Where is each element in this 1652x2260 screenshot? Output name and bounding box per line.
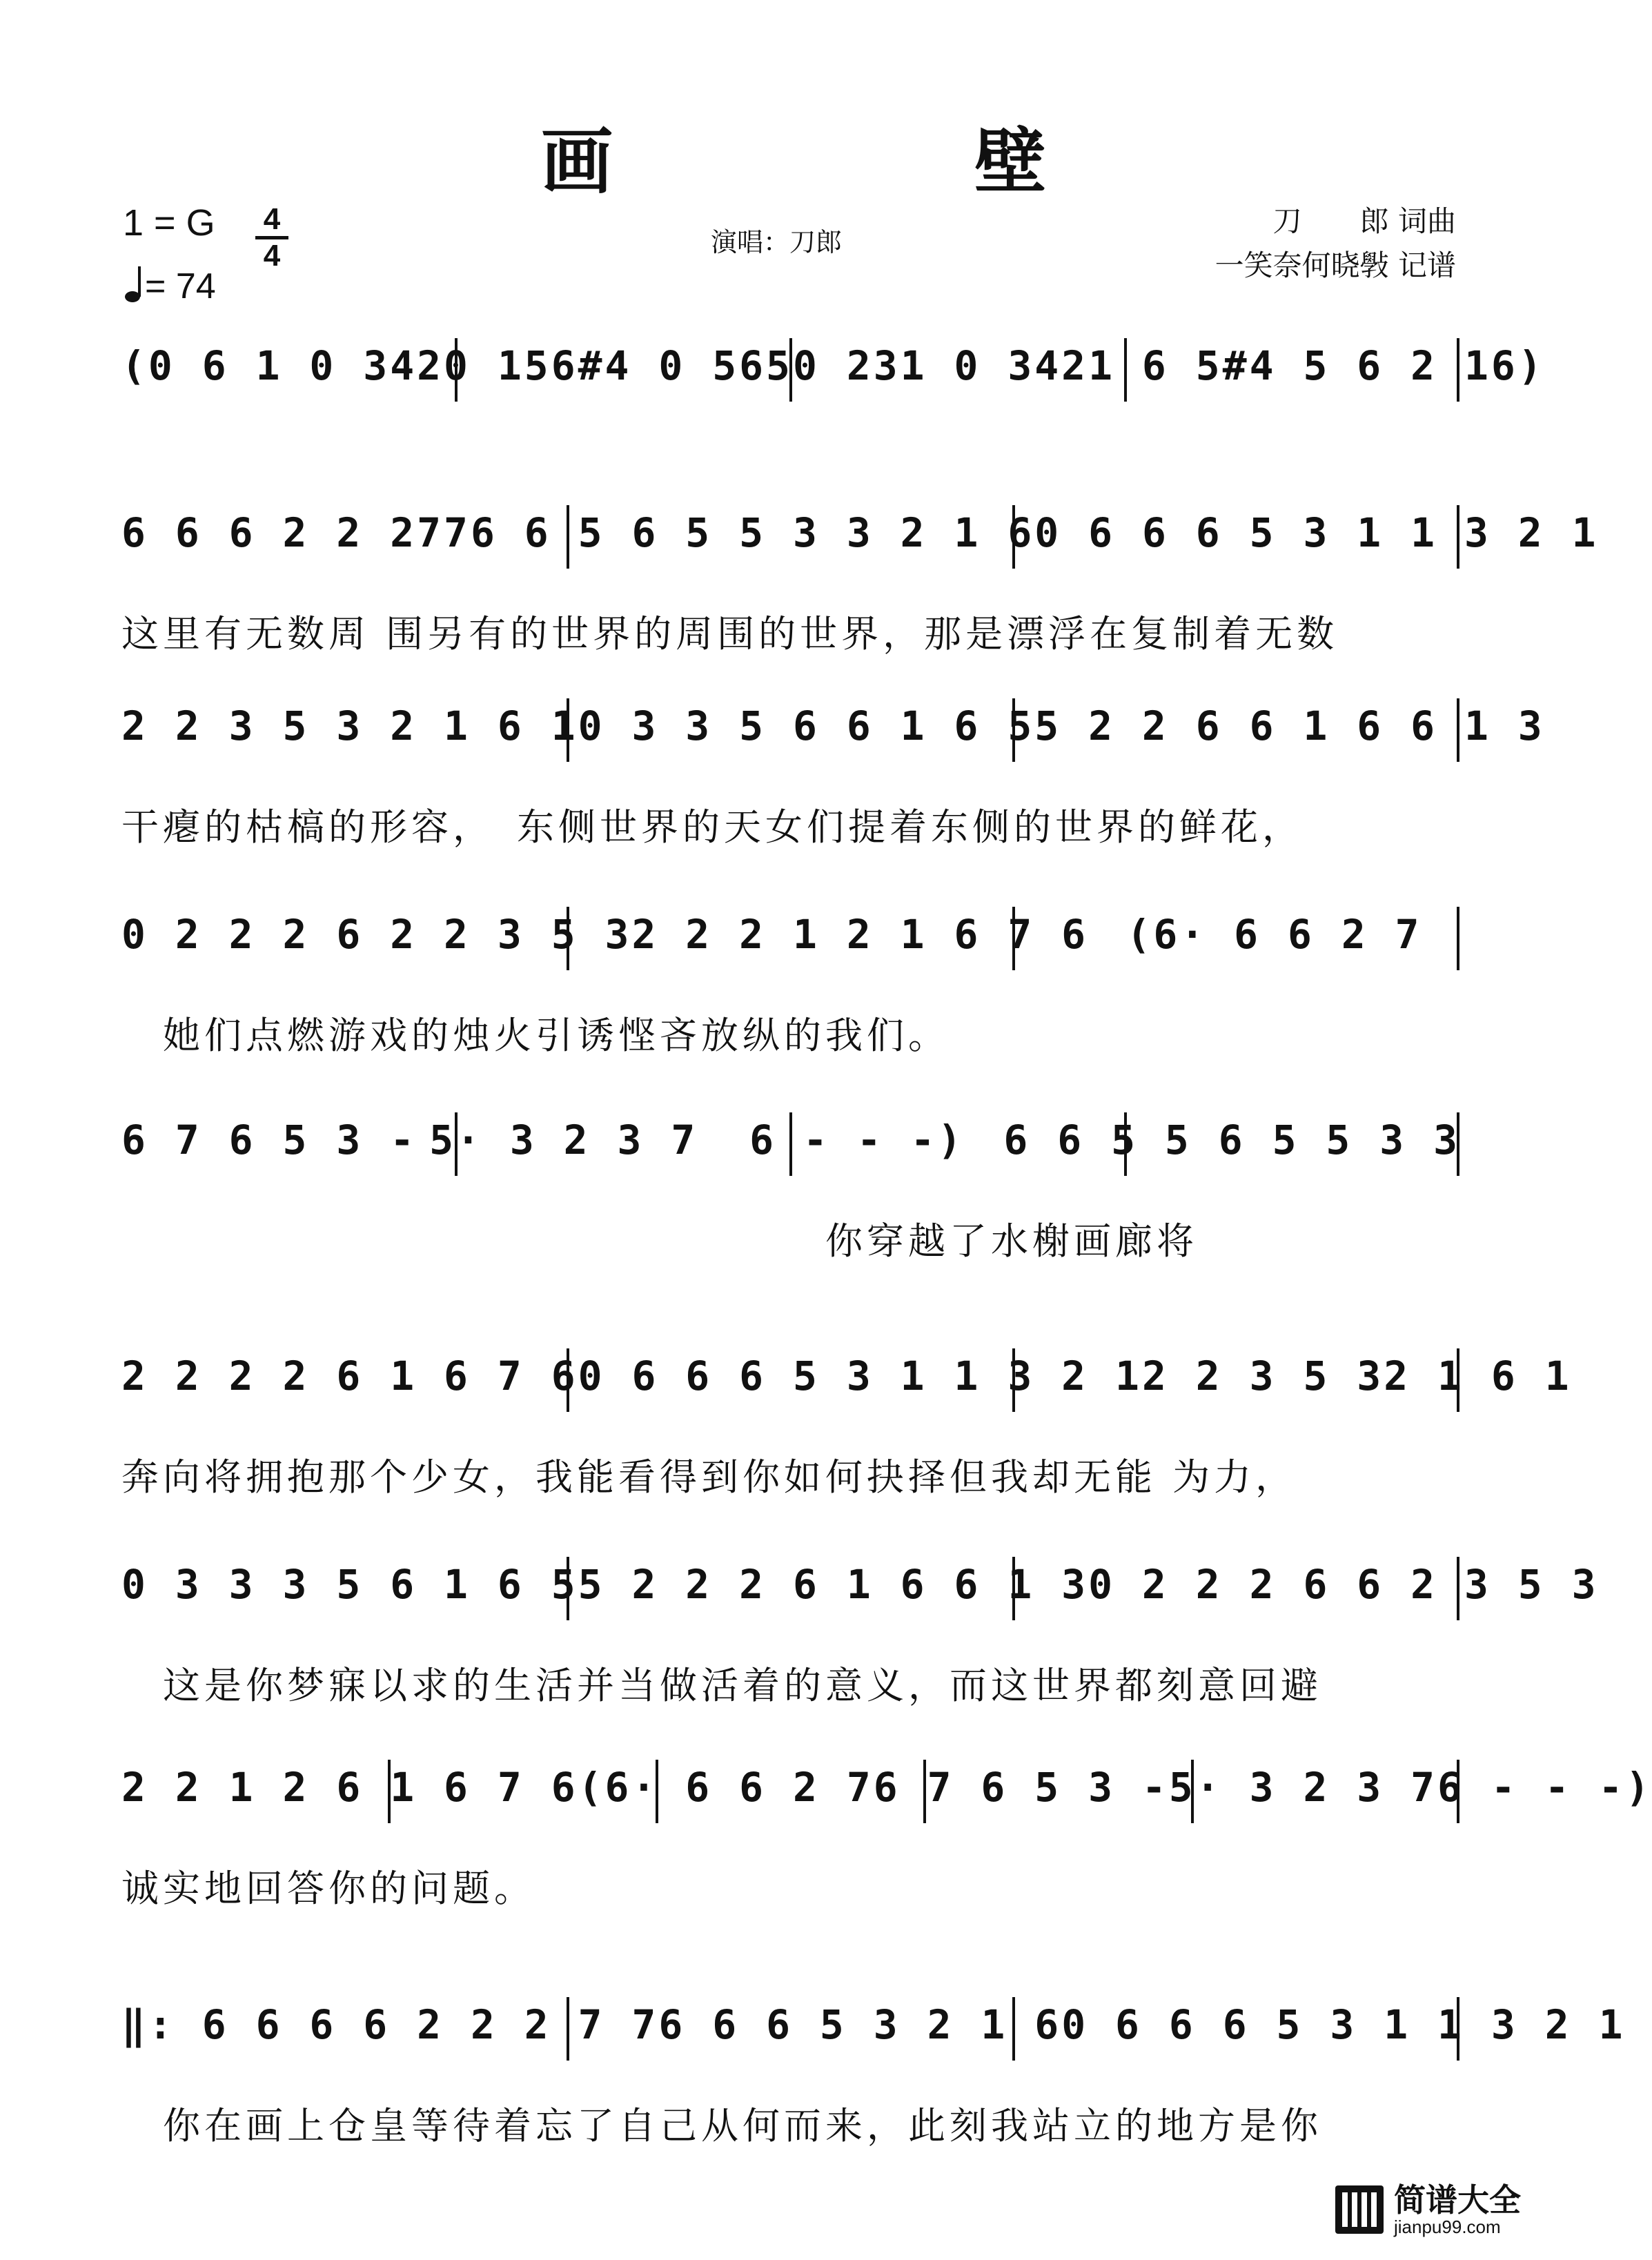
song-title: 画 壁 [540,119,1191,204]
measure: 6 - - -) [1437,1764,1652,1811]
measure: 6 6 6 2 2 277 [121,509,471,556]
score-system [121,1346,1572,1504]
measure: 0 6 6 6 5 3 1 1 3 2 1 [578,1353,1142,1399]
tempo-marking [124,265,216,313]
measure: 0 3 3 3 5 6 1 6 5 [121,1561,578,1608]
bar-lines [121,1110,1460,1186]
lyrics-line: 奔向将拥抱那个少女，我能看得到你如何抉择但我却无能 为力， [121,1455,1297,1499]
transcriber-credit: 一笑奈何晓斅 记谱 [1215,248,1456,282]
tempo-value: = 74 [145,266,216,307]
lyrics-line: 她们点燃游戏的烛火引诱悭吝放纵的我们。 [121,1014,950,1057]
measure: 6 7 6 5 3 - [121,1117,417,1163]
measure: (0 6 1 0 342 [121,342,444,389]
measure: 0 156#4 0 565 [444,342,793,389]
measure: 6 - - -) [749,1117,965,1163]
measure: 0 2 2 2 6 2 2 3 5 3 [121,911,632,958]
bar-lines [121,1346,1460,1422]
lyrics-line: 干瘪的枯槁的形容， 东侧世界的天女们提着东侧的世界的鲜花， [121,805,1304,849]
key-signature: 1 = G [123,202,215,244]
score-system [121,502,1599,661]
time-signature [255,204,288,271]
lyrics-line: 这是你梦寐以求的生活并当做活着的意义，而这世界都刻意回避 [121,1664,1322,1707]
singer-credit: 演唱：刀郎 [711,227,843,257]
bar-lines [121,904,1460,980]
measure: 6 6 6 5 3 2 1 6 [658,2001,1062,2048]
bar-lines [121,502,1460,578]
time-signature-top: 4 [263,202,281,236]
measure: 6 6 5 5 6 5 5 3 3 [1003,1117,1461,1163]
lyrics-line: 这里有无数周 围另有的世界的周围的世界，那是漂浮在复制着无数 [121,612,1339,656]
watermark-logo [1335,2183,1521,2237]
watermark-url: jianpu99.com [1394,2217,1501,2237]
score-system [121,1554,1599,1713]
measure: 6 7 6 5 3 - [873,1764,1169,1811]
bar-lines [121,1554,1460,1630]
measure: 2 2 1 2 6 1 6 7 6 [121,1764,578,1811]
lyrics-line: 你在画上仓皇等待着忘了自己从何而来，此刻我站立的地方是你 [121,2104,1322,2148]
measure: (6· 6 6 2 7 [578,1764,874,1811]
score-system [121,1994,1626,2153]
measure: 5 2 2 6 6 1 6 6 1 3 [1034,702,1545,749]
bar-lines [121,1994,1460,2070]
measure: (6· 6 6 2 7 [1126,911,1422,958]
bar-lines [121,696,1460,772]
score-system [121,696,1545,854]
measure: 5· 3 2 3 7 [429,1117,698,1163]
measure: ‖: 6 6 6 6 2 2 2 7 7 [121,2001,659,2048]
quarter-note-icon [124,265,145,313]
lyrics-music-credit: 刀 郎 词曲 [1272,204,1456,238]
measure: 6 6 5 6 5 5 3 3 2 1 6 [470,509,1035,556]
measure: 0 6 6 6 5 3 1 1 3 2 1 [1034,509,1599,556]
lyrics-line: 你穿越了水榭画廊将 [121,1219,1198,1263]
measure: 5· 3 2 3 7 [1168,1764,1438,1811]
score-system [121,335,1545,494]
measure: 5 2 2 2 6 1 6 6 1 3 [578,1561,1089,1608]
measure: 1 6 5#4 5 6 2 16) [1088,342,1545,389]
measure: 0 2 2 2 6 6 2 3 5 3 [1088,1561,1599,1608]
watermark-name: 简谱大全 [1394,2181,1521,2219]
measure: 2 2 3 5 3 2 1 6 1 [121,702,578,749]
bar-lines [121,335,1460,411]
measure: 0 6 6 6 5 3 1 1 3 2 1 [1061,2001,1626,2048]
measure: 0 231 0 342 [792,342,1089,389]
score-system [121,904,1460,1063]
lyrics-line: 诚实地回答你的问题。 [121,1867,535,1910]
score-system [121,1110,1460,1268]
piano-keys-icon [1335,2185,1384,2234]
time-signature-bottom: 4 [263,239,281,273]
score-system [121,1757,1652,1916]
measure: 0 3 3 5 6 6 1 6 5 [578,702,1035,749]
measure: 2 2 2 2 6 1 6 7 6 [121,1353,578,1399]
bar-lines [121,1757,1460,1833]
measure: 2 2 2 1 2 1 6 7 6 [631,911,1089,958]
measure: 2 2 3 5 32 1 6 1 [1141,1353,1572,1399]
